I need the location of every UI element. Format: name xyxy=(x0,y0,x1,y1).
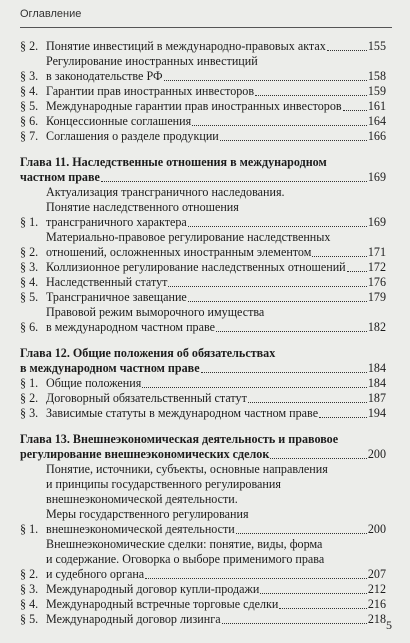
section-number: § 4. xyxy=(20,84,39,98)
entry-title: Договорный обязательственный статут xyxy=(46,391,247,405)
toc-entry xyxy=(20,406,386,421)
entry-title: Гарантии прав иностранных инвесторов xyxy=(46,84,255,98)
entry-title: Международные гарантии прав иностранных инвесторов xyxy=(46,99,342,113)
chapter-spacer xyxy=(20,421,386,432)
entry-title-line: Регулирование иностранных инвестиций xyxy=(46,54,258,68)
section-number: § 3. xyxy=(20,582,39,596)
dot-leader xyxy=(164,77,367,81)
dot-leader xyxy=(347,268,367,272)
entry-page-number: 169 xyxy=(367,215,386,229)
entry-title-line: и содержание. Оговорка о выборе применимого права xyxy=(46,552,325,566)
entry-title: Соглашения о разделе продукции xyxy=(46,129,219,143)
entry-title: Трансграничное завещание xyxy=(46,290,187,304)
chapter-spacer xyxy=(20,335,386,346)
dot-leader xyxy=(145,575,367,579)
entry-title: Международный встречные торговые сделки xyxy=(46,597,279,611)
entry-last-line xyxy=(46,320,386,335)
entry-title: трансграничного характера xyxy=(46,215,187,229)
chapter-heading xyxy=(20,432,386,462)
entry-page-number: 182 xyxy=(367,320,386,334)
dot-leader xyxy=(255,92,367,96)
toc-entry xyxy=(20,185,386,230)
section-number: § 5. xyxy=(20,612,39,626)
chapter-page-number: 184 xyxy=(367,361,386,375)
entry-last-line xyxy=(46,376,386,391)
entry-last-line xyxy=(46,406,386,421)
section-number: § 2. xyxy=(20,567,39,581)
dot-leader xyxy=(192,122,367,126)
dot-leader xyxy=(188,223,367,227)
entry-body xyxy=(46,129,386,144)
entry-body xyxy=(46,376,386,391)
dot-leader xyxy=(168,283,366,287)
entry-page-number: 159 xyxy=(367,84,386,98)
toc-entry xyxy=(20,99,386,114)
entry-last-line xyxy=(46,114,386,129)
entry-title: в законодательстве РФ xyxy=(46,69,163,83)
chapter-page-number: 169 xyxy=(367,170,386,184)
entry-page-number: 187 xyxy=(367,391,386,405)
dot-leader xyxy=(312,253,366,257)
entry-body xyxy=(46,39,386,54)
entry-last-line xyxy=(46,391,386,406)
entry-last-line xyxy=(46,567,386,582)
entry-title: Общие положения xyxy=(46,376,142,390)
entry-body xyxy=(46,84,386,99)
entry-title: Коллизионное регулирование наследственных отношений xyxy=(46,260,346,274)
toc-entry xyxy=(20,54,386,84)
entry-page-number: 161 xyxy=(367,99,386,113)
entry-body xyxy=(46,114,386,129)
dot-leader xyxy=(101,178,367,182)
entry-title: отношений, осложненных иностранным элементом xyxy=(46,245,312,259)
chapter-title: частном праве xyxy=(20,170,100,184)
chapter-heading xyxy=(20,346,386,376)
toc-entry xyxy=(20,597,386,612)
section-number: § 2. xyxy=(20,39,39,53)
dot-leader xyxy=(343,107,367,111)
section-number: § 2. xyxy=(20,391,39,405)
entry-title-line: внешнеэкономической деятельности. xyxy=(46,492,238,506)
dot-leader xyxy=(319,414,367,418)
chapter-last-line xyxy=(20,361,386,376)
dot-leader xyxy=(142,384,367,388)
entry-title: Понятие инвестиций в международно-правовых актах xyxy=(46,39,326,53)
section-number: § 5. xyxy=(20,99,39,113)
toc-entry xyxy=(20,275,386,290)
entry-body xyxy=(46,230,386,260)
entry-title-line: Понятие наследственного отношения xyxy=(46,200,239,214)
toc-entry xyxy=(20,582,386,597)
entry-page-number: 194 xyxy=(367,406,386,420)
entry-title: Международный договор лизинга xyxy=(46,612,221,626)
dot-leader xyxy=(248,399,367,403)
entry-page-number: 155 xyxy=(367,39,386,53)
dot-leader xyxy=(236,530,367,534)
entry-title-line: и принципы государственного регулирования xyxy=(46,477,281,491)
chapter-title-line: Глава 12. Общие положения об обязательствах xyxy=(20,346,276,360)
entry-title-line: Актуализация трансграничного наследования. xyxy=(46,185,285,199)
section-number: § 1. xyxy=(20,215,39,229)
entry-page-number: 179 xyxy=(367,290,386,304)
entry-last-line xyxy=(46,129,386,144)
section-number: § 5. xyxy=(20,290,39,304)
entry-body xyxy=(46,612,386,627)
dot-leader xyxy=(279,605,366,609)
section-number: § 7. xyxy=(20,129,39,143)
toc-entry xyxy=(20,462,386,537)
entry-page-number: 171 xyxy=(367,245,386,259)
toc-entry xyxy=(20,612,386,627)
toc-entry xyxy=(20,290,386,305)
table-of-contents xyxy=(20,39,386,627)
entry-page-number: 166 xyxy=(367,129,386,143)
dot-leader xyxy=(260,590,367,594)
page-number: 5 xyxy=(386,618,392,632)
chapter-last-line xyxy=(20,447,386,462)
section-number: § 3. xyxy=(20,69,39,83)
toc-entry xyxy=(20,114,386,129)
toc-entry xyxy=(20,391,386,406)
entry-title: внешнеэкономической деятельности xyxy=(46,522,235,536)
entry-title: и судебного органа xyxy=(46,567,145,581)
chapter-heading xyxy=(20,155,386,185)
entry-body xyxy=(46,99,386,114)
dot-leader xyxy=(270,455,367,459)
toc-entry xyxy=(20,305,386,335)
entry-page-number: 172 xyxy=(367,260,386,274)
section-number: § 6. xyxy=(20,114,39,128)
section-number: § 4. xyxy=(20,275,39,289)
toc-entry xyxy=(20,84,386,99)
entry-page-number: 176 xyxy=(367,275,386,289)
entry-body xyxy=(46,275,386,290)
entry-last-line xyxy=(46,582,386,597)
entry-last-line xyxy=(46,275,386,290)
entry-body xyxy=(46,597,386,612)
entry-body xyxy=(46,54,386,84)
section-number: § 1. xyxy=(20,522,39,536)
entry-last-line xyxy=(46,260,386,275)
toc-entry xyxy=(20,129,386,144)
entry-page-number: 200 xyxy=(367,522,386,536)
toc-entry xyxy=(20,260,386,275)
entry-last-line xyxy=(46,245,386,260)
entry-page-number: 164 xyxy=(367,114,386,128)
entry-title-line: Меры государственного регулирования xyxy=(46,507,249,521)
entry-last-line xyxy=(46,215,386,230)
entry-last-line xyxy=(46,84,386,99)
dot-leader xyxy=(327,47,367,51)
entry-title: Международный договор купли-продажи xyxy=(46,582,260,596)
section-number: § 3. xyxy=(20,406,39,420)
entry-body xyxy=(46,185,386,230)
entry-title: Зависимые статуты в международном частном праве xyxy=(46,406,319,420)
dot-leader xyxy=(220,137,367,141)
entry-body xyxy=(46,260,386,275)
entry-title: в международном частном праве xyxy=(46,320,215,334)
entry-page-number: 207 xyxy=(367,567,386,581)
entry-page-number: 218 xyxy=(367,612,386,626)
entry-last-line xyxy=(46,597,386,612)
entry-title-line: Материально-правовое регулирование наследственных xyxy=(46,230,331,244)
entry-last-line xyxy=(46,290,386,305)
entry-body xyxy=(46,582,386,597)
chapter-title: регулирование внешнеэкономических сделок xyxy=(20,447,270,461)
entry-last-line xyxy=(46,39,386,54)
dot-leader xyxy=(188,298,367,302)
entry-title-line: Понятие, источники, субъекты, основные направления xyxy=(46,462,328,476)
running-head: Оглавление xyxy=(20,8,82,20)
section-number: § 6. xyxy=(20,320,39,334)
section-number: § 2. xyxy=(20,245,39,259)
entry-page-number: 212 xyxy=(367,582,386,596)
entry-page-number: 184 xyxy=(367,376,386,390)
chapter-title-line: Глава 13. Внешнеэкономическая деятельность и правовое xyxy=(20,432,339,446)
chapter-page-number: 200 xyxy=(367,447,386,461)
entry-body xyxy=(46,391,386,406)
entry-body xyxy=(46,406,386,421)
header-rule xyxy=(20,27,392,28)
toc-entry xyxy=(20,230,386,260)
chapter-last-line xyxy=(20,170,386,185)
entry-last-line xyxy=(46,69,386,84)
entry-page-number: 216 xyxy=(367,597,386,611)
entry-last-line xyxy=(46,522,386,537)
entry-title-line: Внешнеэкономические сделки: понятие, виды, форма xyxy=(46,537,323,551)
entry-body xyxy=(46,305,386,335)
section-number: § 1. xyxy=(20,376,39,390)
chapter-title-line: Глава 11. Наследственные отношения в международном xyxy=(20,155,327,169)
entry-title: Концессионные соглашения xyxy=(46,114,192,128)
entry-title: Наследственный статут xyxy=(46,275,168,289)
chapter-title: в международном частном праве xyxy=(20,361,200,375)
toc-entry xyxy=(20,376,386,391)
dot-leader xyxy=(216,328,367,332)
toc-entry xyxy=(20,537,386,582)
entry-last-line xyxy=(46,99,386,114)
entry-body xyxy=(46,462,386,537)
entry-last-line xyxy=(46,612,386,627)
toc-entry xyxy=(20,39,386,54)
entry-body xyxy=(46,290,386,305)
entry-page-number: 158 xyxy=(367,69,386,83)
dot-leader xyxy=(201,369,367,373)
section-number: § 4. xyxy=(20,597,39,611)
entry-title-line: Правовой режим выморочного имущества xyxy=(46,305,265,319)
dot-leader xyxy=(222,620,367,624)
section-number: § 3. xyxy=(20,260,39,274)
entry-body xyxy=(46,537,386,582)
chapter-spacer xyxy=(20,144,386,155)
